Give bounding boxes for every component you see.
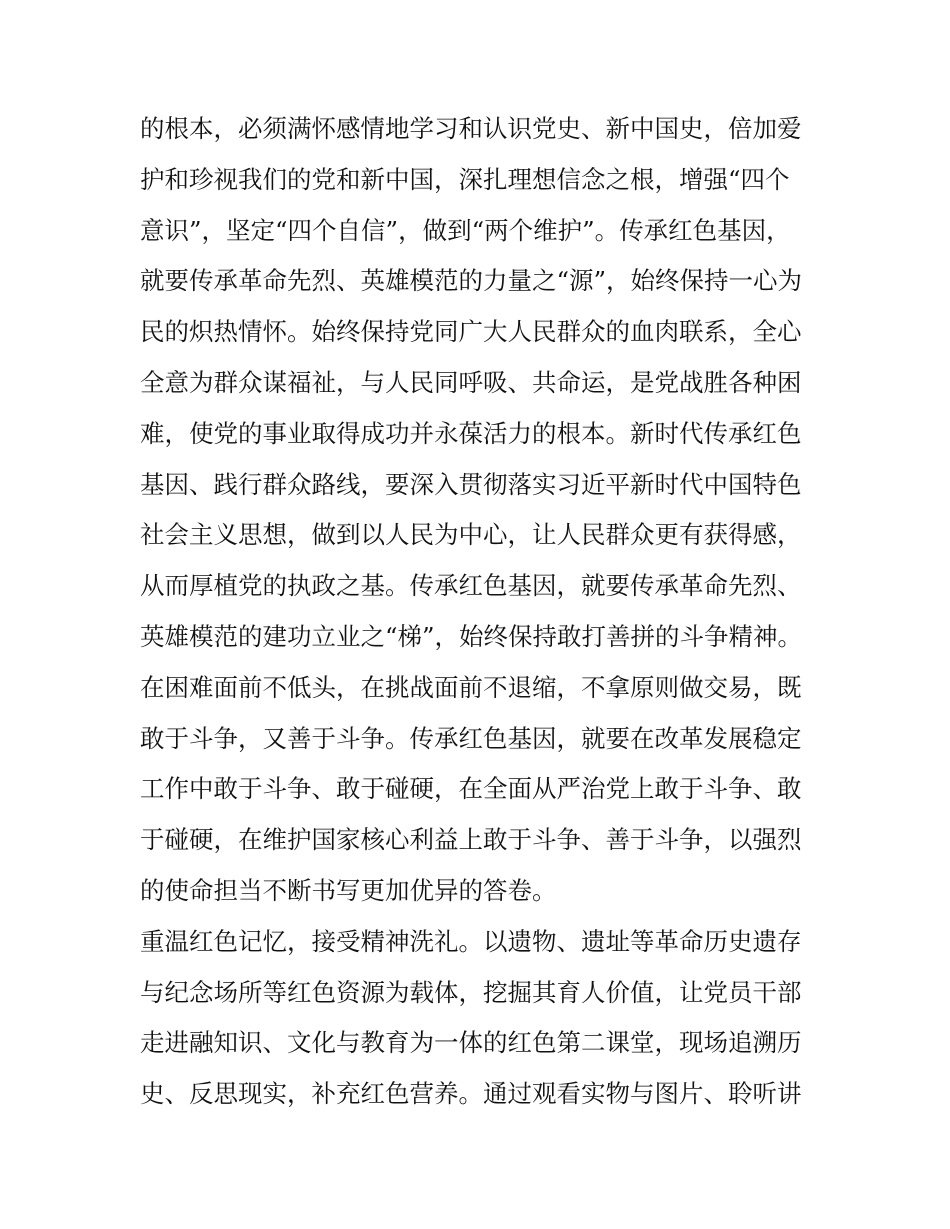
text-line: 于碰硬，在维护国家核心利益上敢于斗争、善于斗争，以强烈 (140, 825, 802, 855)
text-line: 社会主义思想，做到以人民为中心，让人民群众更有获得感， (140, 520, 802, 550)
text-line: 意识”，坚定“四个自信”，做到“两个维护”。传承红色基因， (140, 215, 791, 245)
text-line: 走进融知识、文化与教育为一体的红色第二课堂，现场追溯历 (140, 1028, 802, 1058)
text-line: 民的炽热情怀。始终保持党同广大人民群众的血肉联系，全心 (140, 317, 802, 347)
text-line: 工作中敢于斗争、敢于碰硬，在全面从严治党上敢于斗争、敢 (140, 774, 802, 804)
text-line: 重温红色记忆，接受精神洗礼。以遗物、遗址等革命历史遗存 (140, 926, 802, 956)
text-line: 护和珍视我们的党和新中国，深扎理想信念之根，增强“四个 (140, 164, 790, 194)
text-line: 敢于斗争，又善于斗争。传承红色基因，就要在改革发展稳定 (140, 723, 802, 753)
text-line: 英雄模范的建功立业之“梯”，始终保持敢打善拼的斗争精神。 (140, 621, 803, 651)
text-line: 从而厚植党的执政之基。传承红色基因，就要传承革命先烈、 (140, 571, 802, 601)
body-text (140, 104, 830, 1120)
text-line: 基因、践行群众路线，要深入贯彻落实习近平新时代中国特色 (140, 469, 802, 499)
text-line: 在困难面前不低头，在挑战面前不退缩，不拿原则做交易，既 (140, 672, 802, 702)
text-line: 难，使党的事业取得成功并永葆活力的根本。新时代传承红色 (140, 418, 802, 448)
text-line: 就要传承革命先烈、英雄模范的力量之“源”，始终保持一心为 (140, 266, 803, 296)
text-line: 的使命担当不断书写更加优异的答卷。 (140, 875, 557, 905)
text-line: 的根本，必须满怀感情地学习和认识党史、新中国史，倍加爱 (140, 114, 802, 143)
text-line: 与纪念场所等红色资源为载体，挖掘其育人价值，让党员干部 (140, 977, 802, 1007)
text-line: 史、反思现实，补充红色营养。通过观看实物与图片、聆听讲 (140, 1079, 802, 1109)
text-line: 全意为群众谋福祉，与人民同呼吸、共命运，是党战胜各种困 (140, 367, 802, 397)
